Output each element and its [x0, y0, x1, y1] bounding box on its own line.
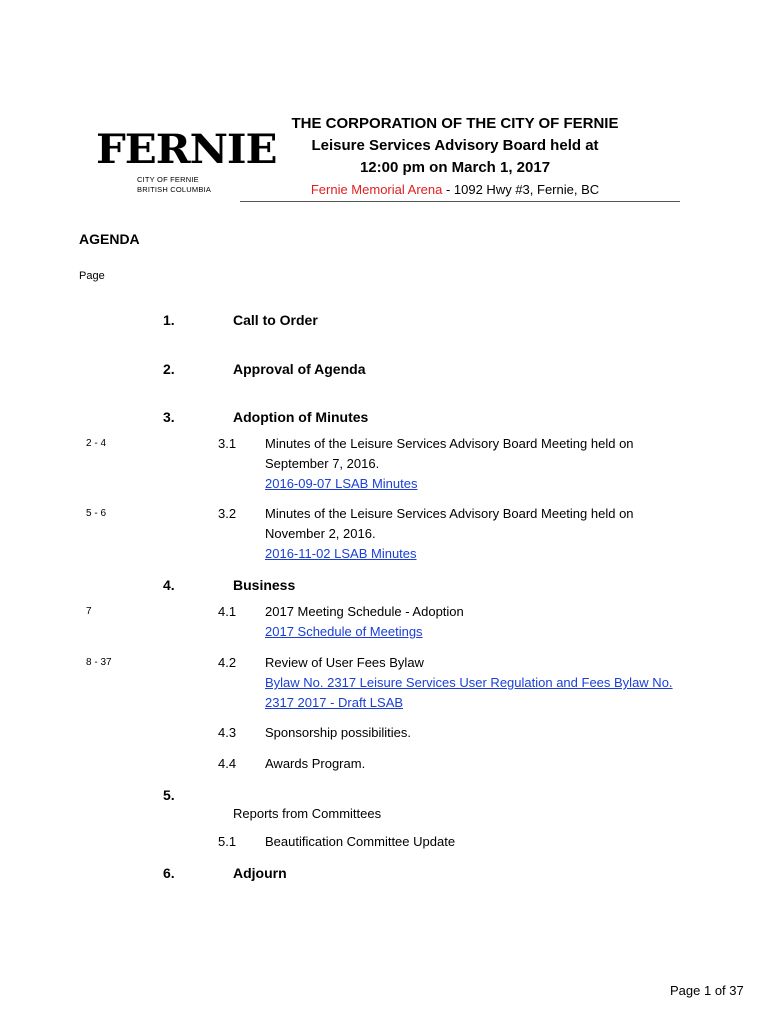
item-3-2	[265, 504, 705, 564]
section-1-title: Call to Order	[233, 312, 318, 328]
city-logo	[93, 126, 277, 203]
header-location	[240, 180, 670, 200]
section-6-number: 6.	[163, 865, 175, 881]
item-4-2-pages: 8 - 37	[86, 657, 112, 668]
item-3-1-link[interactable]: 2016-09-07 LSAB Minutes	[265, 476, 418, 491]
section-4-number: 4.	[163, 577, 175, 593]
item-4-1-line1: 2017 Meeting Schedule - Adoption	[265, 604, 464, 619]
section-1-number: 1.	[163, 312, 175, 328]
item-4-1	[265, 602, 705, 642]
item-4-2-line1: Review of User Fees Bylaw	[265, 655, 424, 670]
item-4-4-text: Awards Program.	[265, 756, 366, 771]
logo-subtitle-city: CITY OF FERNIE	[137, 175, 199, 184]
item-3-2-line2: November 2, 2016.	[265, 526, 376, 541]
section-3-number: 3.	[163, 409, 175, 425]
logo-subtitle-province: BRITISH COLUMBIA	[137, 185, 212, 194]
section-2-title: Approval of Agenda	[233, 361, 366, 377]
section-5-number: 5.	[163, 787, 175, 803]
item-3-1-pages: 2 - 4	[86, 438, 107, 449]
header-board: Leisure Services Advisory Board held at	[311, 137, 599, 154]
item-3-1-number: 3.1	[218, 436, 237, 451]
header-divider	[240, 201, 680, 202]
item-4-1-link[interactable]: 2017 Schedule of Meetings	[265, 624, 423, 639]
item-3-2-number: 3.2	[218, 506, 237, 521]
item-4-3-text: Sponsorship possibilities.	[265, 725, 411, 740]
location-venue: Fernie Memorial Arena	[310, 182, 443, 197]
item-4-2-link[interactable]	[265, 673, 705, 713]
item-4-2-link-line1[interactable]: Bylaw No. 2317 Leisure Services User Regulation and Fees Bylaw No.	[265, 675, 673, 690]
item-4-2-number: 4.2	[218, 655, 237, 670]
item-3-1-line1: Minutes of the Leisure Services Advisory Board Meeting held on	[265, 436, 634, 451]
page-number: Page 1 of 37	[670, 983, 744, 998]
item-4-1-pages: 7	[86, 606, 92, 617]
section-2-number: 2.	[163, 361, 175, 377]
item-4-2-link-line2[interactable]: 2317 2017 - Draft LSAB	[265, 695, 404, 710]
page-column-label: Page	[79, 270, 105, 282]
item-4-2	[265, 653, 705, 713]
item-3-1	[265, 434, 705, 494]
item-5-1-number: 5.1	[218, 834, 237, 849]
header-org: THE CORPORATION OF THE CITY OF FERNIE	[291, 115, 619, 132]
item-3-2-line1: Minutes of the Leisure Services Advisory Board Meeting held on	[265, 506, 634, 521]
item-5-1-text: Beautification Committee Update	[265, 834, 456, 849]
item-3-2-link[interactable]: 2016-11-02 LSAB Minutes	[265, 546, 417, 561]
header-datetime: 12:00 pm on March 1, 2017	[359, 159, 551, 176]
item-3-2-pages: 5 - 6	[86, 508, 107, 519]
item-4-1-number: 4.1	[218, 604, 237, 619]
item-4-3-number: 4.3	[218, 725, 237, 740]
logo-wordmark: FERNIE	[96, 126, 277, 173]
item-3-1-line2: September 7, 2016.	[265, 456, 380, 471]
agenda-title: AGENDA	[79, 231, 140, 247]
section-4-title: Business	[233, 577, 296, 593]
section-5-title: Reports from Committees	[233, 806, 382, 821]
section-6-title: Adjourn	[233, 865, 287, 881]
location-address: - 1092 Hwy #3, Fernie, BC	[442, 182, 600, 197]
item-4-4-number: 4.4	[218, 756, 237, 771]
section-3-title: Adoption of Minutes	[233, 409, 369, 425]
